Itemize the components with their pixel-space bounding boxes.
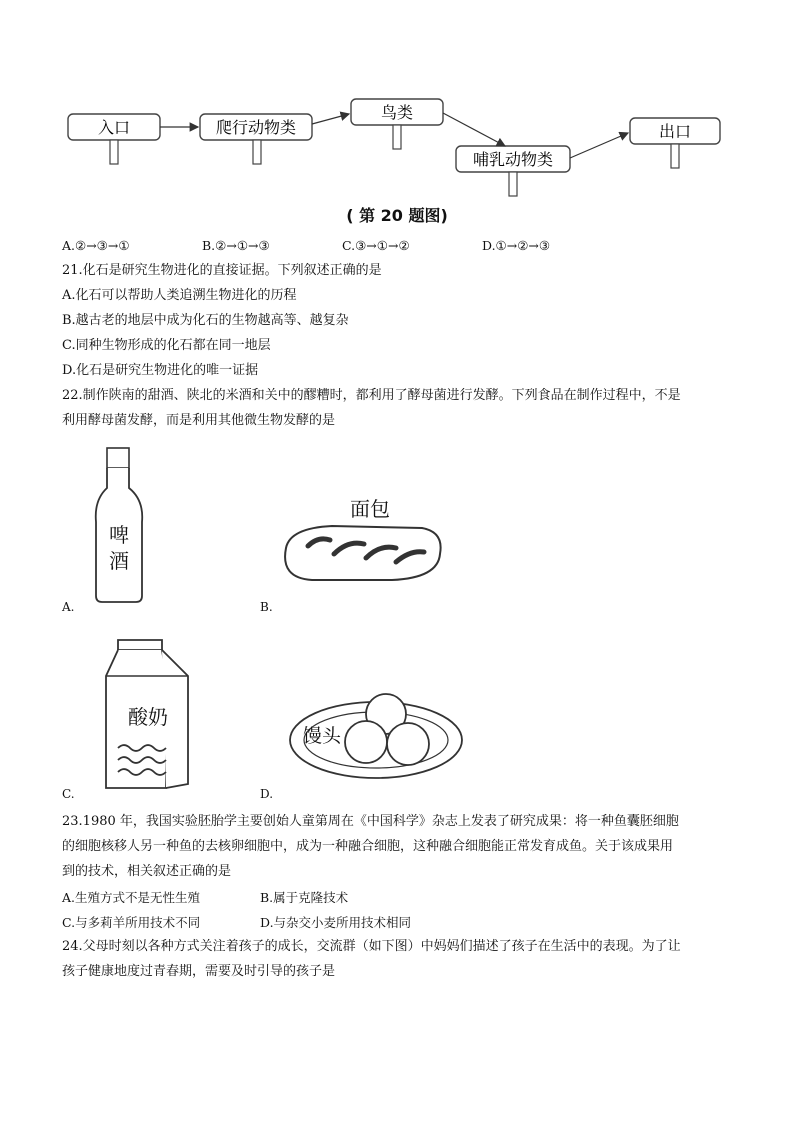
flow-box-birds (351, 99, 443, 149)
q22-option-b-letter: B. (260, 600, 273, 614)
figure-20-caption: ( 第 20 题图) (346, 206, 448, 225)
flow-box-entrance (68, 114, 160, 164)
q23-option-d: D.与杂交小麦所用技术相同 (260, 915, 412, 930)
q22-option-a-letter: A. (62, 600, 75, 614)
q23-option-a: A.生殖方式不是无性生殖 (62, 890, 201, 905)
flow-box-reptiles (200, 114, 312, 164)
q21-option-a: A.化石可以帮助人类追溯生物进化的历程 (62, 288, 297, 303)
q21-option-c: C.同种生物形成的化石都在同一地层 (62, 338, 271, 353)
flow-box-exit (630, 118, 720, 168)
flow-box-label: 爬行动物类 (215, 118, 297, 137)
beer-label-char-1: 啤 (109, 523, 129, 547)
yogurt-carton-icon (100, 636, 200, 796)
buns-label: 馒头 (302, 725, 342, 747)
q21-stem: 21.化石是研究生物进化的直接证据。下列叙述正确的是 (62, 263, 382, 278)
flow-box-label: 鸟类 (380, 103, 414, 122)
q22-stem-line-1: 22.制作陕南的甜酒、陕北的米酒和关中的醪糟时，都利用了酵母菌进行发酵。下列食品在制作过程中，不是 (62, 388, 681, 403)
flow-box-mammals (456, 146, 570, 196)
flow-box-label: 出口 (658, 122, 692, 141)
bread-caption: 面包 (350, 497, 390, 521)
flow-arrow (312, 114, 349, 124)
q20-option-a: A.②→③→① (62, 238, 130, 253)
q21-option-b: B.越古老的地层中成为化石的生物越高等、越复杂 (62, 313, 349, 328)
q20-option-b: B.②→①→③ (202, 238, 270, 253)
flow-box-label: 入口 (97, 118, 131, 137)
q21-option-d: D.化石是研究生物进化的唯一证据 (62, 363, 259, 378)
q22-option-d-letter: D. (260, 787, 274, 801)
q22-option-c-letter: C. (62, 787, 75, 801)
yogurt-label: 酸奶 (128, 705, 168, 729)
figure-20-flow-diagram (0, 0, 794, 200)
q22-stem-line-2: 利用酵母菌发酵，而是利用其他微生物发酵的是 (62, 413, 336, 428)
q20-option-c: C.③→①→② (342, 238, 410, 253)
q24-stem-line-1: 24.父母时刻以各种方式关注着孩子的成长，交流群（如下图）中妈妈们描述了孩子在生活中的表现。为了让 (62, 939, 681, 954)
q23-stem-line-3: 到的技术，相关叙述正确的是 (62, 864, 232, 879)
q23-option-c: C.与多莉羊所用技术不同 (62, 915, 201, 930)
flow-arrow (570, 133, 628, 158)
beer-label-char-2: 酒 (109, 549, 129, 573)
q23-stem-line-1: 23.1980 年，我国实验胚胎学主要创始人童第周在《中国科学》杂志上发表了研究成果：将一种鱼囊胚细胞 (62, 814, 679, 829)
flow-arrow (443, 113, 505, 146)
q20-option-d: D.①→②→③ (482, 238, 551, 253)
q24-stem-line-2: 孩子健康地度过青春期，需要及时引导的孩子是 (62, 964, 336, 979)
beer-bottle-icon (90, 444, 170, 606)
flow-box-label: 哺乳动物类 (472, 150, 554, 169)
bread-icon (272, 488, 452, 592)
q23-option-b: B.属于克隆技术 (260, 890, 349, 905)
steamed-buns-plate-icon (280, 672, 470, 792)
q23-stem-line-2: 的细胞核移人另一种鱼的去核卵细胞中，成为一种融合细胞，这种融合细胞能正常发育成鱼。关于该成果用 (62, 839, 674, 854)
